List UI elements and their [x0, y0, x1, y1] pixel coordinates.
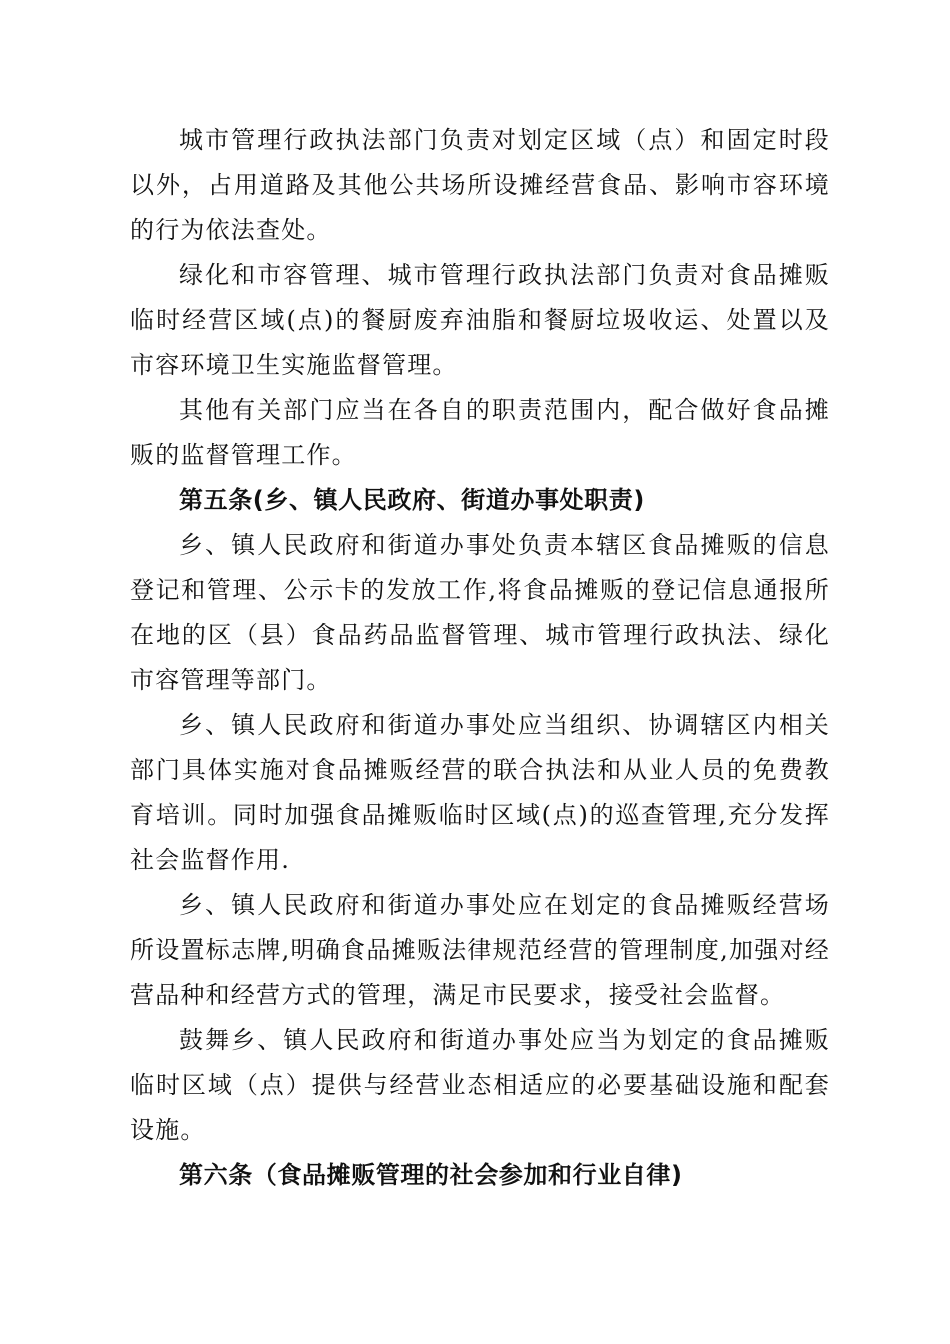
paragraph-other-departments: 其他有关部门应当在各自的职责范围内，配合做好食品摊贩的监督管理工作。	[130, 396, 830, 469]
document-page	[130, 118, 830, 1198]
article-5-paragraph-signage: 乡、镇人民政府和街道办事处应在划定的食品摊贩经营场所设置标志牌,明确食品摊贩法律规范经营的管理制度,加强对经营品种和经营方式的管理，满足市民要求，接受社会监督。	[130, 891, 830, 1009]
article-5-paragraph-registration: 乡、镇人民政府和街道办事处负责本辖区食品摊贩的信息登记和管理、公示卡的发放工作,将食品摊贩的登记信息通报所在地的区（县）食品药品监督管理、城市管理行政执法、绿化市容管理等部门。	[130, 531, 830, 694]
article-5-heading: 第五条(乡、镇人民政府、街道办事处职责)	[179, 486, 645, 514]
paragraph-enforcement: 城市管理行政执法部门负责对划定区域（点）和固定时段以外，占用道路及其他公共场所设摊经营食品、影响市容环境的行为依法查处。	[130, 126, 830, 244]
article-5-paragraph-facilities: 鼓舞乡、镇人民政府和街道办事处应当为划定的食品摊贩临时区域（点）提供与经营业态相适应的必要基础设施和配套设施。	[130, 1026, 830, 1144]
paragraph-greening-sanitation: 绿化和市容管理、城市管理行政执法部门负责对食品摊贩临时经营区域(点)的餐厨废弃油脂和餐厨垃圾收运、处置以及市容环境卫生实施监督管理。	[130, 261, 830, 379]
article-5-paragraph-coordination: 乡、镇人民政府和街道办事处应当组织、协调辖区内相关部门具体实施对食品摊贩经营的联合执法和从业人员的免费教育培训。同时加强食品摊贩临时区域(点)的巡查管理,充分发挥社会监督作用.	[130, 711, 830, 874]
article-6-heading: 第六条（食品摊贩管理的社会参加和行业自律)	[179, 1161, 683, 1189]
